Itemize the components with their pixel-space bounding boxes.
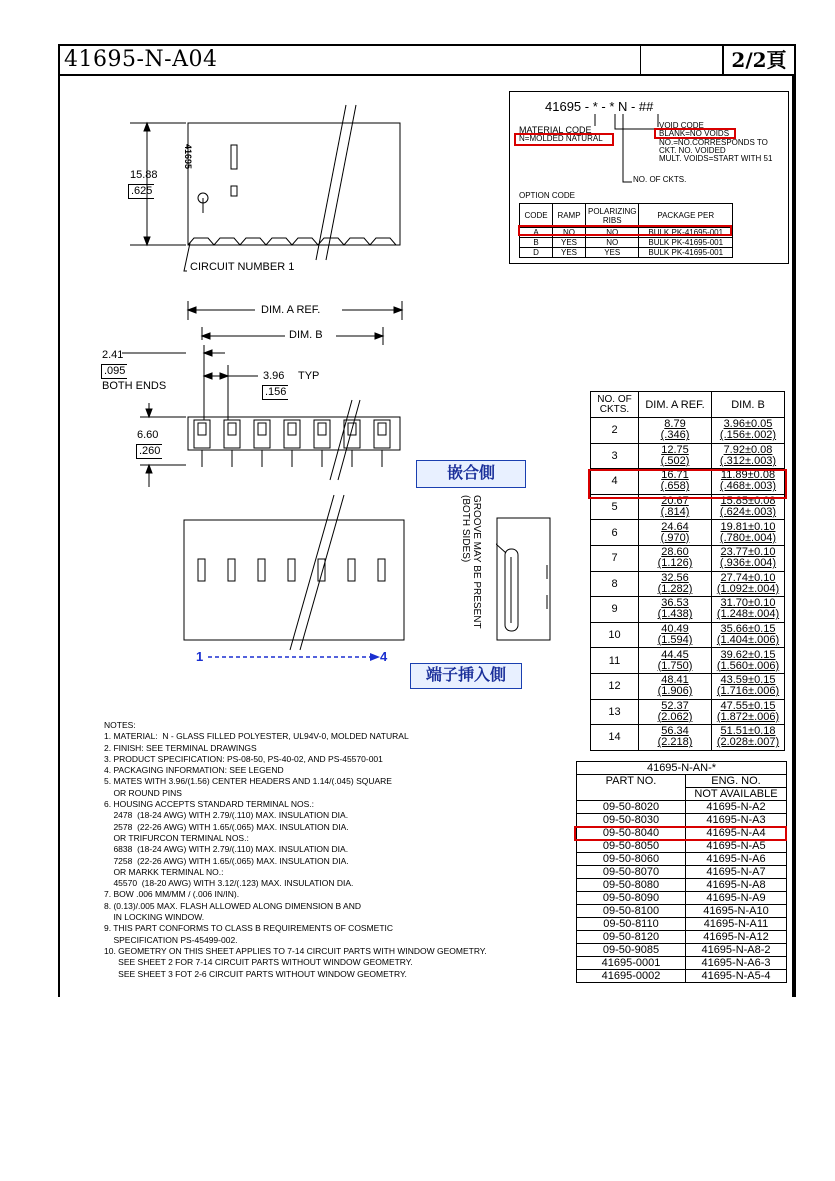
void-line-1: BLANK=NO VOIDS <box>659 129 730 138</box>
part-number: 09-50-8020 <box>577 801 686 814</box>
eng-number: 41695-N-A5-4 <box>686 970 787 983</box>
dims-b-value <box>712 571 785 597</box>
option-header-package: PACKAGE PER <box>639 204 733 228</box>
pitch-typ: TYP <box>298 370 320 382</box>
parts-row <box>577 970 787 983</box>
parts-table <box>576 761 787 983</box>
dims-mm: 28.60 <box>661 546 689 559</box>
option-cell: A <box>520 228 553 238</box>
height-inch: .625 <box>128 184 154 199</box>
parts-not-available: NOT AVAILABLE <box>686 788 787 801</box>
dims-ckts: 7 <box>591 545 639 571</box>
part-number: 09-50-8060 <box>577 853 686 866</box>
dims-inch: (.624±.003) <box>719 506 777 519</box>
dims-mm: 20.67 <box>661 495 689 508</box>
note-line: 8. (0.13)/.005 MAX. FLASH ALLOWED ALONG DIMENSION B AND <box>104 900 361 911</box>
dims-inch: (.346) <box>660 429 690 442</box>
part-number: 09-50-8070 <box>577 866 686 879</box>
note-line: SPECIFICATION PS-45499-002. <box>104 934 238 945</box>
note-line: OR ROUND PINS <box>104 787 182 798</box>
dims-inch: (1.282) <box>657 582 693 595</box>
note-line: SEE SHEET 3 FOT 2-6 CIRCUIT PARTS WITHOUT WINDOW GEOMETRY. <box>104 968 407 979</box>
dims-ckts: 6 <box>591 520 639 546</box>
eng-number: 41695-N-A8-2 <box>686 944 787 957</box>
note-line: 10. GEOMETRY ON THIS SHEET APPLIES TO 7-14 CIRCUIT PARTS WITH WINDOW GEOMETRY. <box>104 945 487 956</box>
eng-number: 41695-N-A3 <box>686 814 787 827</box>
dims-a-value <box>639 622 712 648</box>
dims-row <box>591 648 785 674</box>
highlight-dims-4 <box>588 469 787 499</box>
eng-number: 41695-N-A6-3 <box>686 957 787 970</box>
parts-header-eng: ENG. NO. <box>686 775 787 788</box>
dims-ckts: 11 <box>591 648 639 674</box>
part-number: 09-50-8120 <box>577 931 686 944</box>
dims-a-value <box>639 418 712 444</box>
option-cell: B <box>520 238 553 248</box>
void-line-2: NO.=NO.CORRESPONDS TO <box>659 138 768 147</box>
option-cell: NO <box>586 238 639 248</box>
note-line: IN LOCKING WINDOW. <box>104 912 205 923</box>
dims-mm: 36.53 <box>661 597 689 610</box>
note-line: NOTES: <box>104 720 136 730</box>
circuit-number-label: CIRCUIT NUMBER 1 <box>190 261 295 273</box>
note-line: 3. PRODUCT SPECIFICATION: PS-08-50, PS-40-02, AND PS-45570-001 <box>104 753 383 764</box>
no-of-ckts-label: NO. OF CKTS. <box>633 175 687 184</box>
dims-a-value <box>639 673 712 699</box>
mate-side-label: 嵌合側 <box>416 460 526 488</box>
dims-a-value <box>639 443 712 469</box>
dims-b-value <box>712 648 785 674</box>
parts-row <box>577 905 787 918</box>
eng-number: 41695-N-A12 <box>686 931 787 944</box>
dims-inch: (1.906) <box>657 685 693 698</box>
eng-number: 41695-N-A5 <box>686 840 787 853</box>
void-line-3: CKT. NO. VOIDED <box>659 146 726 155</box>
parts-header-part: PART NO. <box>577 775 686 788</box>
dims-row <box>591 622 785 648</box>
legend-box <box>509 91 789 264</box>
dims-ckts: 9 <box>591 597 639 623</box>
dims-ckts: 5 <box>591 494 639 520</box>
dims-row <box>591 673 785 699</box>
dims-b-value <box>712 597 785 623</box>
option-cell: NO <box>553 228 586 238</box>
part-number: 09-50-8030 <box>577 814 686 827</box>
eng-number: 41695-N-A2 <box>686 801 787 814</box>
dims-mm: 16.71 <box>661 469 689 482</box>
parts-row <box>577 801 787 814</box>
dims-mm: 51.51±0.18 <box>720 725 776 738</box>
dims-b-value <box>712 725 785 751</box>
dims-row <box>591 699 785 725</box>
dims-inch: (.780±.004) <box>719 531 777 544</box>
parts-row <box>577 931 787 944</box>
option-cell: BULK PK-41695-001 <box>639 228 733 238</box>
dims-a-value <box>639 520 712 546</box>
dims-mm: 40.49 <box>661 623 689 636</box>
dims-inch: (1.126) <box>657 557 693 570</box>
part-number: 09-50-8050 <box>577 840 686 853</box>
dims-row <box>591 597 785 623</box>
dims-inch: (2.062) <box>657 710 693 723</box>
dims-mm: 23.77±0.10 <box>720 546 776 559</box>
height-mm: 15.88 <box>130 169 158 181</box>
dim-b-label: DIM. B <box>289 329 323 341</box>
arrow-end-label: 4 <box>380 649 388 664</box>
dimensions-table <box>590 391 785 751</box>
pitch-inch: .156 <box>262 385 288 400</box>
insert-side-label: 端子挿入側 <box>410 663 522 689</box>
option-header-ribs: POLARIZING RIBS <box>586 204 639 228</box>
eng-number: 41695-N-A6 <box>686 853 787 866</box>
drawing-title: 41695-N-A04 <box>64 47 218 72</box>
dims-mm: 47.55±0.15 <box>720 699 776 712</box>
option-cell: BULK PK-41695-001 <box>639 238 733 248</box>
dims-row <box>591 418 785 444</box>
dims-header-ckts: NO. OF CKTS. <box>591 392 639 418</box>
material-code-label: MATERIAL CODE <box>519 125 592 135</box>
highlight-void-code <box>654 128 736 139</box>
option-row <box>520 238 733 248</box>
option-header-ramp: RAMP <box>553 204 586 228</box>
dims-inch: (.658) <box>660 480 690 493</box>
dims-b-value <box>712 699 785 725</box>
dims-row <box>591 520 785 546</box>
dims-mm: 39.62±0.15 <box>720 648 776 661</box>
parts-row <box>577 918 787 931</box>
dims-mm: 32.56 <box>661 571 689 584</box>
part-number: 09-50-8040 <box>577 827 686 840</box>
highlight-part-8040 <box>574 826 787 841</box>
parts-row <box>577 866 787 879</box>
dims-inch: (1.404±.006) <box>716 634 780 647</box>
dims-mm: 43.59±0.15 <box>720 674 776 687</box>
eng-number: 41695-N-A10 <box>686 905 787 918</box>
dims-mm: 15.85±0.08 <box>720 495 776 508</box>
dims-inch: (1.594) <box>657 634 693 647</box>
end-mm: 2.41 <box>102 349 124 361</box>
dims-b-value <box>712 520 785 546</box>
dims-mm: 44.45 <box>661 648 689 661</box>
note-line: 7. BOW .006 MM/MM / (.006 IN/IN). <box>104 889 240 900</box>
dims-ckts: 12 <box>591 673 639 699</box>
dims-mm: 7.92±0.08 <box>723 443 773 456</box>
parts-row <box>577 853 787 866</box>
notes-block <box>104 720 487 980</box>
eng-number: 41695-N-A8 <box>686 879 787 892</box>
dims-ckts: 14 <box>591 725 639 751</box>
dims-ckts: 8 <box>591 571 639 597</box>
dim-a-label: DIM. A REF. <box>261 304 321 316</box>
part-number: 41695-0002 <box>577 970 686 983</box>
side-part-number: 41695 <box>183 144 193 170</box>
dims-ckts: 13 <box>591 699 639 725</box>
height2-mm: 6.60 <box>137 429 159 441</box>
dims-inch: (1.750) <box>657 659 693 672</box>
dims-header-a: DIM. A REF. <box>639 392 712 418</box>
parts-row <box>577 879 787 892</box>
eng-number: 41695-N-A11 <box>686 918 787 931</box>
dims-mm: 19.81±0.10 <box>720 520 776 533</box>
height2-inch: .260 <box>136 444 162 459</box>
arrow-start-label: 1 <box>196 649 204 664</box>
dims-inch: (.312±.003) <box>719 454 777 467</box>
dims-b-value <box>712 545 785 571</box>
dims-mm: 27.74±0.10 <box>720 571 776 584</box>
dims-inch: (1.092±.004) <box>716 582 780 595</box>
dims-mm: 31.70±0.10 <box>720 597 776 610</box>
part-number: 09-50-8090 <box>577 892 686 905</box>
dims-inch: (1.872±.006) <box>716 710 780 723</box>
page-number: 2/2頁 <box>722 46 794 74</box>
dims-ckts: 4 <box>591 469 639 495</box>
dims-mm: 48.41 <box>661 674 689 687</box>
note-line: 1. MATERIAL: N - GLASS FILLED POLYESTER, UL94V-0, MOLDED NATURAL <box>104 731 409 742</box>
void-code-label: VOID CODE <box>659 121 704 130</box>
dims-inch: (2.028±.007) <box>716 736 780 749</box>
option-cell: YES <box>553 248 586 258</box>
part-number: 09-50-8110 <box>577 918 686 931</box>
note-line: 4. PACKAGING INFORMATION: SEE LEGEND <box>104 765 284 776</box>
option-cell: YES <box>553 238 586 248</box>
title-blank-cell <box>640 46 722 74</box>
dims-mm: 12.75 <box>661 443 689 456</box>
note-line: 2578 (22-26 AWG) WITH 1.65/(.065) MAX. INSULATION DIA. <box>104 821 349 832</box>
option-cell: BULK PK-41695-001 <box>639 248 733 258</box>
dims-inch: (.970) <box>660 531 690 544</box>
dims-a-value <box>639 545 712 571</box>
dims-inch: (2.218) <box>657 736 693 749</box>
void-line-4: MULT. VOIDS=START WITH 51 <box>659 154 773 163</box>
parts-row <box>577 892 787 905</box>
option-cell: YES <box>586 248 639 258</box>
part-number: 41695-0001 <box>577 957 686 970</box>
note-line: 2478 (18-24 AWG) WITH 2.79/(.110) MAX. INSULATION DIA. <box>104 810 349 821</box>
option-cell: D <box>520 248 553 258</box>
option-header-code: CODE <box>520 204 553 228</box>
parts-title: 41695-N-AN-* <box>577 762 787 775</box>
parts-row <box>577 840 787 853</box>
dims-inch: (.502) <box>660 454 690 467</box>
dims-a-value <box>639 648 712 674</box>
frame-right-border <box>792 76 796 997</box>
note-line: 5. MATES WITH 3.96/(1.56) CENTER HEADERS AND 1.14/(.045) SQUARE <box>104 776 392 787</box>
dims-inch: (1.716±.006) <box>716 685 780 698</box>
dims-mm: 11.89±0.08 <box>720 469 776 482</box>
highlight-material-code <box>514 133 614 146</box>
dims-a-value <box>639 571 712 597</box>
dims-row <box>591 725 785 751</box>
dims-b-value <box>712 622 785 648</box>
dims-ckts: 10 <box>591 622 639 648</box>
dims-mm: 35.66±0.15 <box>720 623 776 636</box>
dims-a-value <box>639 699 712 725</box>
option-cell: NO <box>586 228 639 238</box>
eng-number: 41695-N-A9 <box>686 892 787 905</box>
note-line: OR TRIFURCON TERMINAL NOS.: <box>104 832 249 843</box>
part-number: 09-50-8100 <box>577 905 686 918</box>
option-code-label: OPTION CODE <box>519 191 576 200</box>
dims-inch: (1.560±.006) <box>716 659 780 672</box>
note-line: 45570 (18-20 AWG) WITH 3.12/(.123) MAX. INSULATION DIA. <box>104 878 354 889</box>
end-inch: .095 <box>101 364 127 379</box>
note-line: 6. HOUSING ACCEPTS STANDARD TERMINAL NOS.: <box>104 799 315 810</box>
parts-row <box>577 814 787 827</box>
note-line: SEE SHEET 2 FOR 7-14 CIRCUIT PARTS WITHOUT WINDOW GEOMETRY. <box>104 957 413 968</box>
dims-mm: 3.96±0.05 <box>723 418 773 431</box>
note-line: 7258 (22-26 AWG) WITH 1.65/(.065) MAX. INSULATION DIA. <box>104 855 349 866</box>
dims-header-b: DIM. B <box>712 392 785 418</box>
dims-mm: 8.79 <box>664 418 686 431</box>
note-line: 6838 (18-24 AWG) WITH 2.79/(.110) MAX. INSULATION DIA. <box>104 844 349 855</box>
dims-ckts: 2 <box>591 418 639 444</box>
dims-mm: 24.64 <box>661 520 689 533</box>
parts-row <box>577 944 787 957</box>
part-format: 41695 - * - * N - ## <box>545 99 654 114</box>
part-number: 09-50-9085 <box>577 944 686 957</box>
pitch-mm: 3.96 <box>263 370 285 382</box>
note-line: OR MARKK TERMINAL NO.: <box>104 866 224 877</box>
dims-inch: (.936±.004) <box>719 557 777 570</box>
dims-b-value <box>712 443 785 469</box>
dims-row <box>591 545 785 571</box>
dims-ckts: 3 <box>591 443 639 469</box>
dims-mm: 52.37 <box>661 699 689 712</box>
dims-a-value <box>639 597 712 623</box>
dims-inch: (.156±.002) <box>719 429 777 442</box>
dims-inch: (1.248±.004) <box>716 608 780 621</box>
dims-row <box>591 571 785 597</box>
dims-b-value <box>712 673 785 699</box>
part-number: 09-50-8080 <box>577 879 686 892</box>
note-line: 2. FINISH: SEE TERMINAL DRAWINGS <box>104 742 257 753</box>
groove-note: GROOVE MAY BE PRESENT (BOTH SIDES) <box>460 495 482 629</box>
highlight-option-a <box>518 225 732 236</box>
dims-row <box>591 443 785 469</box>
eng-number: 41695-N-A4 <box>686 827 787 840</box>
dims-inch: (1.438) <box>657 608 693 621</box>
dims-mm: 56.34 <box>661 725 689 738</box>
option-row <box>520 248 733 258</box>
parts-row <box>577 957 787 970</box>
material-code-value: N=MOLDED NATURAL <box>519 134 603 143</box>
eng-number: 41695-N-A7 <box>686 866 787 879</box>
end-view-drawing <box>496 517 556 642</box>
both-ends-label: BOTH ENDS <box>102 380 167 392</box>
dims-a-value <box>639 725 712 751</box>
dims-inch: (.814) <box>660 506 690 519</box>
dims-inch: (.468±.003) <box>719 480 777 493</box>
dims-b-value <box>712 418 785 444</box>
note-line: 9. THIS PART CONFORMS TO CLASS B REQUIREMENTS OF COSMETIC <box>104 923 394 934</box>
